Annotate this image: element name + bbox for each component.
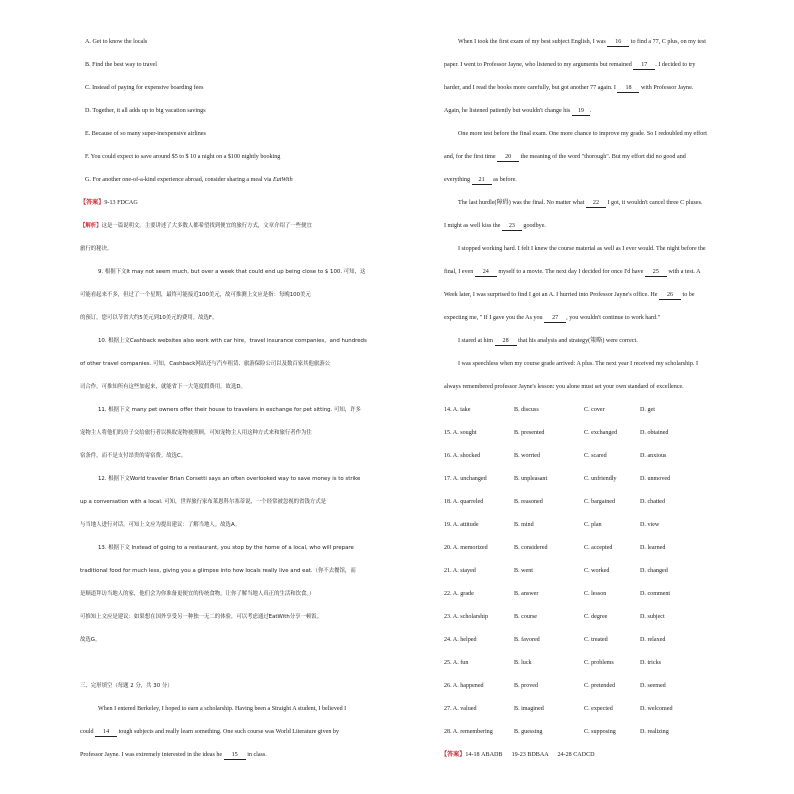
choice-15-C: C. exchanged — [584, 430, 618, 436]
p5-line-3 — [444, 291, 695, 300]
q11-line-1: 11. 根据下文 many pet owners offer their house to travelers in exchange for pet sitting. 可知，许多 — [98, 407, 361, 413]
q9-line-3: 的预订，您可以节省大约5美元到10美元的费用。故选F。 — [80, 315, 218, 321]
choice-27-C: C. expected — [584, 706, 613, 712]
p5-line-2 — [444, 268, 701, 277]
choice-21-C: C. worked — [584, 568, 610, 574]
q13-line-3: 是顺道拜访当地人的家，他们会为你准备更便宜的传统食物，让你了解当地人真正的生活和饮食。） — [80, 591, 315, 597]
choice-24-C: C. treated — [584, 637, 608, 643]
choice-17-D: D. unmoved — [640, 476, 671, 482]
choice-26-D: D. seemed — [640, 683, 666, 689]
choice-14-A: 14. A. take — [444, 407, 471, 413]
choice-26-C: C. pretended — [584, 683, 616, 689]
choice-20-A: 20. A. memorized — [444, 545, 488, 551]
q11-line-3: 宿条件，而不是支付昂贵的寄宿费。故选C。 — [80, 453, 187, 459]
choice-26-A: 26. A. happened — [444, 683, 484, 689]
choice-18-D: D. chatted — [640, 499, 666, 505]
blank-14: 14 — [95, 728, 117, 737]
passage-text: Week later, I was surprised to find I got an A. I hurried into Professor Jayne's office. He — [444, 292, 659, 298]
p2-line-2 — [444, 61, 695, 70]
choice-16-B: B. worried — [514, 453, 541, 459]
passage-text: could — [80, 729, 96, 735]
choice-23-B: B. course — [514, 614, 538, 620]
choice-15-A: 15. A. sought — [444, 430, 477, 436]
choice-23-D: D. subject — [640, 614, 665, 620]
choice-24-A: 24. A. helped — [444, 637, 477, 643]
answer-text: 9-13 FDCAG — [104, 200, 138, 206]
p5-line-4 — [444, 314, 660, 323]
q11-line-2: 宠物主人将他们的房子交给旅行者以换取宠物被照顾，可知宠物主人用这种方式来和旅行者作为住 — [80, 430, 312, 436]
choice-21-D: D. changed — [640, 568, 668, 574]
passage-text: Professor Jayne. I was extremely interested in the ideas he — [80, 752, 224, 758]
choice-18-C: C. bargained — [584, 499, 616, 505]
passage-line-2 — [80, 728, 339, 737]
passage-text: as before. — [491, 177, 517, 183]
choice-28-A: 28. A. remembering — [444, 729, 493, 735]
option-g-italic: EatWith — [272, 177, 293, 183]
choice-14-B: B. discuss — [514, 407, 539, 413]
passage-line-3 — [80, 751, 267, 760]
q13-line-4: 可推知上文应是建议：如果想在国外享受另一种独一无二的体验，可以考虑通过EatWith分享一顿饭。 — [80, 614, 323, 620]
q12-line-3: 与当地人进行对话。可知上文应为提出建议：了解当地人。故选A。 — [80, 522, 241, 528]
option-a: A. Get to know the locals — [85, 39, 148, 45]
blank-25: 25 — [645, 268, 667, 277]
p5-line-1: I stopped working hard. I felt I knew the course material as well as I ever would. The night before the — [458, 246, 706, 252]
passage-text: When I took the first exam of my best subject English, I was — [458, 39, 608, 45]
choice-23-A: 23. A. scholarship — [444, 614, 489, 620]
option-e: E. Because of so many super-inexpensive airlines — [85, 131, 206, 137]
passage-text: I stared at him — [458, 338, 495, 344]
choice-17-B: B. unpleasant — [514, 476, 548, 482]
option-f: F. You could expect to save around $5 to $ 10 a night on a $100 nightly booking — [85, 154, 281, 160]
passage-text: paper. I went to Professor Jayne, who listened to my arguments but remained — [444, 62, 634, 68]
q10-line-1: 10. 根据上文Cashback websites also work with car hire，travel insurance companies，and hundreds — [98, 338, 367, 344]
option-c: C. Instead of paying for expensive boarding fees — [85, 85, 204, 91]
p3-line-2 — [444, 153, 686, 162]
answer-tag: 【答案】 — [441, 752, 466, 758]
blank-22: 22 — [586, 199, 606, 208]
analysis-line-1 — [80, 222, 312, 230]
passage-text: Again, he listened patiently but wouldn't change his — [444, 108, 572, 114]
choice-21-B: B. went — [514, 568, 533, 574]
choice-28-D: D. realizing — [640, 729, 669, 735]
q13-line-5: 故选G。 — [80, 637, 101, 643]
choice-16-D: D. anxious — [640, 453, 667, 459]
blank-15: 15 — [224, 751, 246, 760]
blank-24: 24 — [475, 268, 497, 277]
answer-tag: 【答案】 — [80, 200, 105, 206]
q10-line-2: of other travel companies. 可知，Cashback网站还与汽车租赁、旅游保险公司以及数百家其他旅游公 — [80, 361, 331, 367]
choice-18-B: B. reasoned — [514, 499, 543, 505]
passage-text: to find a 77, C plus, on my test — [629, 39, 706, 45]
option-g-text: G. For another one-of-a-kind experience abroad, consider sharing a meal via — [85, 177, 273, 183]
passage-text: the meaning of the word "thorough". But my effort did no good and — [519, 154, 686, 160]
blank-19: 19 — [572, 107, 590, 116]
choice-25-A: 25. A. fun — [444, 660, 469, 666]
q10-line-3: 司合作，可推知所有这些加起来，就能省下一大笔度假费用。故选D。 — [80, 384, 246, 390]
q13-line-2: traditional food for much less, giving you a glimpse into how locals really live and eat.（你不去餐馆，而 — [80, 568, 356, 574]
blank-21: 21 — [472, 176, 492, 185]
analysis-line-2: 旅行的秘诀。 — [80, 246, 113, 252]
choice-22-C: C. lesson — [584, 591, 607, 597]
section-title: 三、完形填空（每题 2 分，共 30 分） — [80, 683, 173, 689]
choice-23-C: C. degree — [584, 614, 608, 620]
choice-26-B: B. proved — [514, 683, 539, 689]
passage-text: goodbye. — [521, 223, 546, 229]
choice-18-A: 18. A. quarreled — [444, 499, 484, 505]
choice-27-B: B. imagined — [514, 706, 544, 712]
choice-25-C: C. problems — [584, 660, 614, 666]
p4-line-2 — [444, 222, 546, 231]
q13-line-1: 13. 根据下文 Instead of going to a restaurant, you stop by the home of a local, who will prepare — [98, 545, 354, 551]
choice-25-B: B. luck — [514, 660, 532, 666]
passage-text: myself to a movie. The next day I decided for once I'd have — [496, 269, 645, 275]
p2-line-1 — [458, 38, 706, 47]
passage-text: , you wouldn't continue to work hard." — [566, 315, 661, 321]
blank-23: 23 — [502, 222, 522, 231]
p2-line-3 — [444, 84, 693, 93]
choice-15-D: D. obtained — [640, 430, 669, 436]
option-b: B. Find the best way to travel — [85, 62, 157, 68]
choice-27-A: 27. A. valued — [444, 706, 477, 712]
choice-20-D: D. learned — [640, 545, 666, 551]
passage-text: to be — [681, 292, 695, 298]
passage-text: expecting me, " If I gave you the As you — [444, 315, 545, 321]
choice-20-B: B. considered — [514, 545, 548, 551]
option-g — [85, 176, 293, 184]
blank-17: 17 — [633, 61, 655, 70]
passage-text: . — [589, 108, 592, 114]
passage-text: I got, it wouldn't cancel three C pluses. — [605, 200, 703, 206]
q12-line-1: 12. 根据下文World traveler Brian Corsetti says an often overlooked way to save money is to strike — [98, 476, 361, 482]
passage-text: with Professor Jayne. — [639, 85, 694, 91]
choice-17-A: 17. A. unchanged — [444, 476, 487, 482]
choice-24-D: D. relaxed — [640, 637, 666, 643]
passage-text: . I decided to try — [655, 62, 696, 68]
p3-line-3 — [444, 176, 517, 185]
passage-text: everything — [444, 177, 472, 183]
blank-18: 18 — [617, 84, 639, 93]
blank-16: 16 — [607, 38, 629, 47]
p3-line-1: One more test before the final exam. One more chance to improve my grade. So I redoubled my effort — [458, 131, 707, 137]
answer-14-28 — [441, 751, 595, 759]
passage-text: The last hurdle(障碍) was the final. No matter what — [458, 200, 586, 206]
choice-24-B: B. favored — [514, 637, 540, 643]
choice-22-A: 22. A. grade — [444, 591, 474, 597]
choice-15-B: B. presented — [514, 430, 545, 436]
passage-line-1: When I entered Berkeley, I hoped to earn a scholarship. Having been a Straight A student, I believed I — [98, 706, 347, 712]
p2-line-4 — [444, 107, 591, 116]
choice-19-A: 19. A. attitude — [444, 522, 479, 528]
choice-19-C: C. plan — [584, 522, 602, 528]
choice-22-D: D. comment — [640, 591, 671, 597]
passage-text: and, for the first time — [444, 154, 498, 160]
choice-17-C: C. unfriendly — [584, 476, 617, 482]
passage-text: in class. — [245, 752, 267, 758]
choice-19-D: D. view — [640, 522, 660, 528]
passage-text: tough subjects and really learn something. One such course was World Literature given by — [117, 729, 339, 735]
answer-text: 14-18 ABADB 19-23 BDBAA 24-28 CADCD — [465, 752, 595, 758]
blank-26: 26 — [659, 291, 681, 300]
option-d: D. Together, it all adds up to big vacation savings — [85, 108, 206, 114]
choice-14-D: D. get — [640, 407, 655, 413]
p6-line-1 — [458, 337, 638, 346]
choice-14-C: C. cover — [584, 407, 605, 413]
analysis-text: 这是一篇说明文。主要讲述了大多数人都希望找到便宜的旅行方式，文章介绍了一些便宜 — [101, 223, 312, 229]
choice-21-A: 21. A. stayed — [444, 568, 476, 574]
p7-line-2: always remembered professor Jayne's lesson: you alone must set your own standard of excellence. — [444, 384, 684, 390]
choice-25-D: D. tricks — [640, 660, 661, 666]
answer-9-13 — [80, 199, 138, 207]
passage-text: final, I even — [444, 269, 475, 275]
passage-text: harder, and I read the books more carefully, but got another 77 again. I — [444, 85, 618, 91]
choice-28-B: B. guessing — [514, 729, 543, 735]
p4-line-1 — [458, 199, 702, 208]
analysis-tag: 【解析】 — [80, 223, 102, 229]
blank-28: 28 — [495, 337, 517, 346]
p7-line-1: I was speechless when my course grade arrived: A plus. The next year I received my scholarship. I — [458, 361, 699, 367]
choice-19-B: B. mind — [514, 522, 534, 528]
choice-22-B: B. answer — [514, 591, 539, 597]
passage-text: I might as well kiss the — [444, 223, 502, 229]
choice-16-A: 16. A. shocked — [444, 453, 481, 459]
q9-line-1: 9. 根据下文It may not seem much, but over a week that could end up being close to $ 100. 可知，这 — [98, 269, 366, 275]
q9-line-2: 可能看起来不多，但过了一个星期，最终可能接近100美元，故可推测上文应是指：每晚100美元 — [80, 292, 311, 298]
passage-text: that his analysis and strategy(策略) were correct. — [516, 338, 638, 344]
blank-20: 20 — [497, 153, 519, 162]
choice-16-C: C. scared — [584, 453, 607, 459]
q12-line-2: up a conversation with a local. 可知，世界旅行家布莱恩科尔塞蒂说，一个经常被忽视的省钱方式是 — [80, 499, 326, 505]
choice-20-C: C. accepted — [584, 545, 613, 551]
blank-27: 27 — [544, 314, 566, 323]
passage-text: with a test. A — [666, 269, 701, 275]
choice-28-C: C. supposing — [584, 729, 616, 735]
choice-27-D: D. welcomed — [640, 706, 673, 712]
